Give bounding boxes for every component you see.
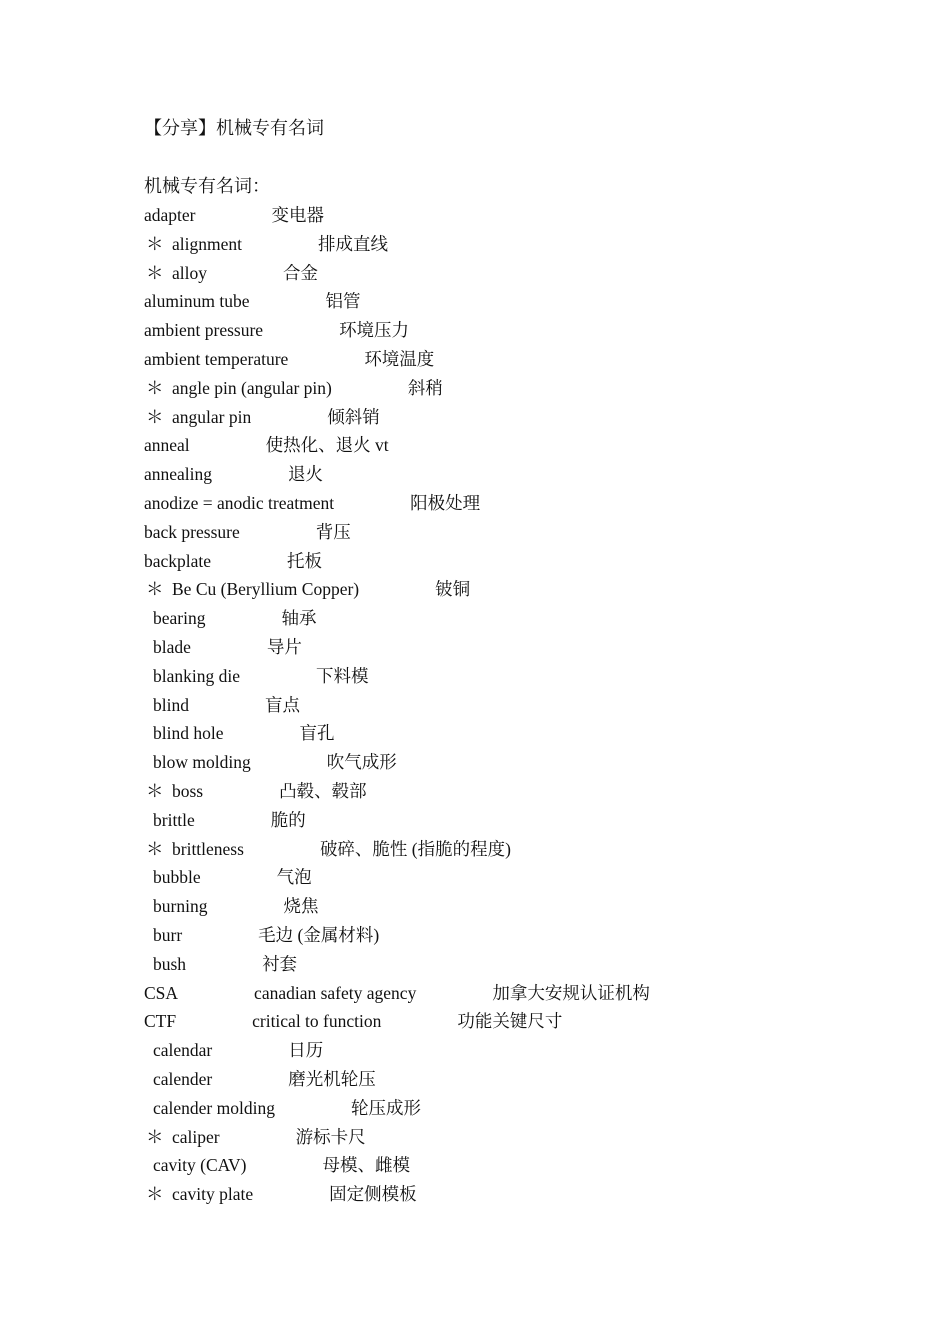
term-english: boss [172,780,204,801]
glossary-entry [144,1094,904,1123]
glossary-entry [144,489,904,518]
glossary-entry [144,201,904,230]
glossary-entry [144,950,904,979]
glossary-entry [144,431,904,460]
term-english: blanking die [153,665,240,686]
term-english: calender [153,1068,213,1089]
term-english: anodize = anodic treatment [144,492,335,513]
term-chinese: 轮压成形 [350,1097,421,1118]
term-english: calendar [153,1040,213,1061]
term-chinese: 退火 [288,464,324,485]
asterisk-marker: ＊ [146,233,164,254]
term-expansion: critical to function [252,1011,382,1032]
asterisk-marker: ＊ [146,406,164,427]
glossary-entry [144,460,904,489]
term-chinese: 磨光机轮压 [288,1068,376,1089]
glossary-entry [144,1151,904,1180]
term-chinese: 盲点 [264,694,300,715]
term-chinese: 加拿大安规认证机构 [492,982,650,1003]
term-chinese: 铍铜 [435,579,471,600]
document-title: 【分享】机械专有名词 [144,118,324,138]
term-english: Be Cu (Beryllium Copper) [172,579,360,600]
glossary-entry [144,345,904,374]
term-chinese: 斜稍 [407,377,443,398]
glossary-entry [144,691,904,720]
term-chinese: 毛边 (金属材料) [258,924,380,945]
term-chinese: 气泡 [276,867,312,888]
term-chinese: 日历 [288,1040,324,1061]
glossary-entry [144,316,904,345]
term-english: blind [153,694,189,715]
term-english: calender molding [153,1097,275,1118]
asterisk-marker: ＊ [146,1184,164,1205]
term-english: cavity (CAV) [153,1155,247,1176]
glossary-entry [144,230,904,259]
term-english: blow molding [153,752,251,773]
term-chinese: 凸毂、毂部 [279,780,367,801]
term-english: blade [153,636,191,657]
term-chinese: 环境压力 [339,320,410,341]
glossary-entry [144,633,904,662]
term-english: bush [153,953,187,974]
term-chinese: 铝管 [325,291,361,312]
term-english: bubble [153,867,201,888]
term-chinese: 合金 [283,262,318,283]
glossary-entry [144,1180,904,1209]
glossary-entry [144,1123,904,1152]
glossary-entry [144,719,904,748]
glossary-entry [144,921,904,950]
term-english: angular pin [172,406,252,427]
term-english: cavity plate [172,1184,254,1205]
glossary-entry [144,604,904,633]
glossary-entry [144,662,904,691]
term-chinese: 背压 [315,521,351,542]
term-chinese: 游标卡尺 [295,1126,366,1147]
term-chinese: 破碎、脆性 (指脆的程度) [319,838,511,859]
glossary-entry [144,835,904,864]
term-chinese: 导片 [266,636,302,657]
term-english: burning [153,896,208,917]
term-english: brittleness [172,838,244,859]
glossary-entry [144,806,904,835]
term-english: ambient temperature [144,348,289,369]
glossary-entry [144,403,904,432]
term-chinese: 环境温度 [364,348,435,369]
asterisk-marker: ＊ [146,780,164,801]
term-english: annealing [144,464,213,485]
term-chinese: 吹气成形 [326,752,397,773]
term-chinese: 功能关键尺寸 [457,1011,563,1032]
term-chinese: 脆的 [270,809,306,830]
term-english: anneal [144,435,190,456]
term-english: bearing [153,608,206,629]
term-chinese: 托板 [287,550,323,571]
term-english: burr [153,924,183,945]
term-english: alignment [172,233,242,254]
term-chinese: 变电器 [271,205,324,225]
glossary-entry [144,1036,904,1065]
glossary-entry [144,777,904,806]
section-heading: 机械专有名词： [144,176,270,196]
glossary-entry [144,1007,904,1036]
term-chinese: 烧焦 [283,896,319,917]
asterisk-marker: ＊ [146,262,164,283]
glossary-list [144,201,904,1209]
asterisk-marker: ＊ [146,1126,164,1147]
term-english: back pressure [144,521,240,542]
glossary-entry [144,979,904,1008]
term-english: angle pin (angular pin) [172,377,332,398]
glossary-entry [144,863,904,892]
glossary-entry [144,1065,904,1094]
term-english: brittle [153,809,195,830]
term-english: caliper [172,1126,220,1147]
term-english: alloy [172,262,207,283]
glossary-entry [144,287,904,316]
term-english: CTF [144,1011,177,1032]
glossary-entry [144,259,904,288]
glossary-entry [144,892,904,921]
term-english: ambient pressure [144,320,264,341]
term-chinese: 使热化、退火 vt [265,435,389,456]
glossary-entry [144,518,904,547]
term-chinese: 母模、雌模 [322,1155,410,1176]
glossary-entry [144,575,904,604]
term-english: backplate [144,550,212,571]
term-chinese: 下料模 [316,665,369,686]
asterisk-marker: ＊ [146,377,164,398]
term-english: aluminum tube [144,291,250,312]
glossary-entry [144,547,904,576]
term-english: adapter [144,205,196,225]
glossary-entry [144,374,904,403]
term-chinese: 盲孔 [299,723,335,744]
term-chinese: 固定侧模板 [329,1184,417,1205]
term-english: blind hole [153,723,224,744]
term-chinese: 阳极处理 [410,492,481,513]
term-chinese: 排成直线 [317,233,388,254]
term-expansion: canadian safety agency [254,982,417,1003]
term-chinese: 轴承 [281,608,317,629]
glossary-entry [144,748,904,777]
term-english: CSA [144,982,179,1003]
term-chinese: 倾斜销 [327,406,380,427]
term-chinese: 衬套 [262,953,298,974]
asterisk-marker: ＊ [146,838,164,859]
asterisk-marker: ＊ [146,579,164,600]
